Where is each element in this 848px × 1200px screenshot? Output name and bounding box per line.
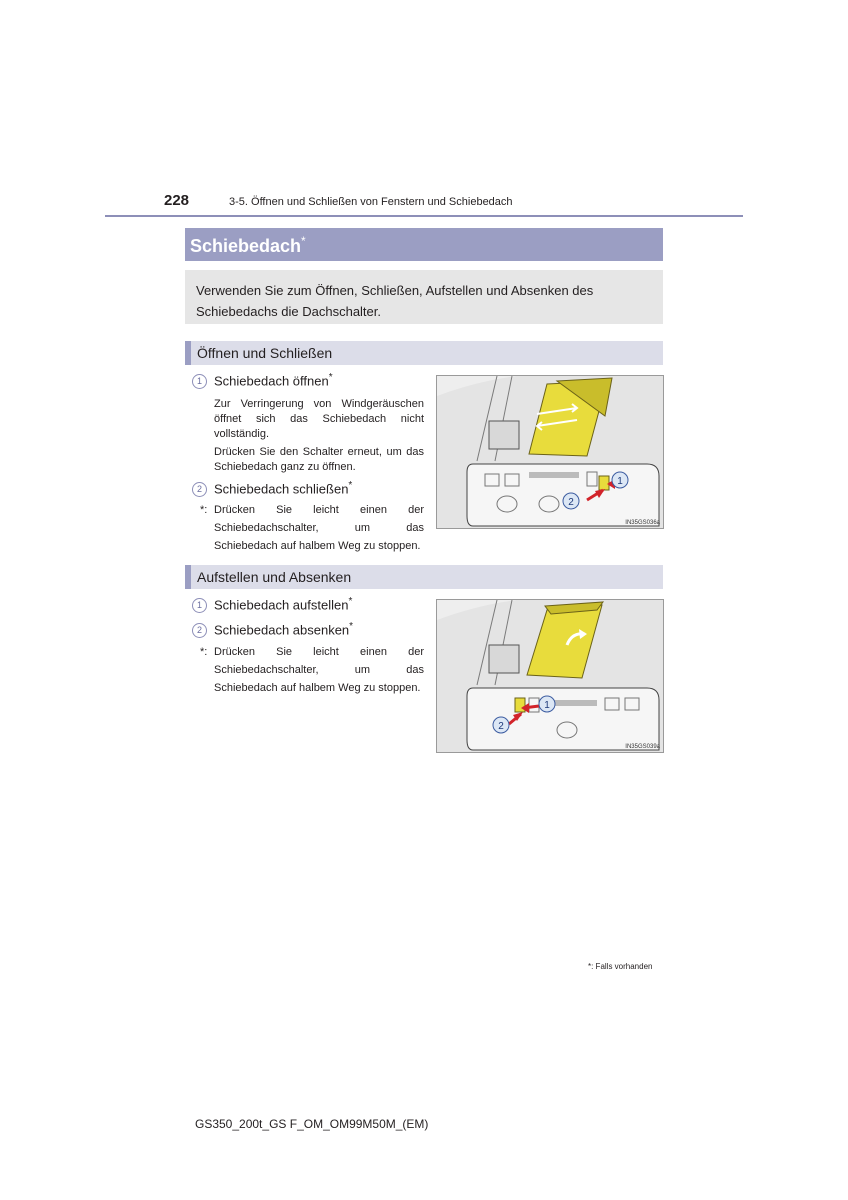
star-note-text: Drücken Sie leicht einen der Schiebedachschalter, um das Schiebedach auf halbem Weg zu stoppen. xyxy=(214,646,424,694)
star-note-mark: *: xyxy=(200,504,208,516)
chapter-title: 3-5. Öffnen und Schließen von Fenstern und Schiebedach xyxy=(229,196,513,208)
list-item-tilt-up xyxy=(192,596,352,613)
item-label: Schiebedach aufstellen xyxy=(214,597,349,613)
star-note-mark: *: xyxy=(200,646,208,658)
intro-text: Verwenden Sie zum Öffnen, Schließen, Aufstellen und Absenken des Schiebedachs die Dachschalter. xyxy=(196,283,594,319)
figure-callout-2: 2 xyxy=(568,497,574,508)
step-number: 1 xyxy=(192,374,207,389)
sunroof-open-illustration xyxy=(437,376,663,528)
item-star: * xyxy=(349,621,354,632)
step-number: 2 xyxy=(192,482,207,497)
star-note xyxy=(200,643,424,699)
subsection-heading: Aufstellen und Absenken xyxy=(197,569,352,585)
list-item-open xyxy=(192,372,333,389)
figure-open-close xyxy=(436,375,664,529)
section-title-text: Schiebedach xyxy=(190,236,302,256)
item-star: * xyxy=(348,596,353,607)
figure-code: IN35GS039a xyxy=(625,744,660,750)
section-title-star: * xyxy=(301,234,306,248)
subsection-open-close xyxy=(185,341,663,365)
figure-code: IN35GS036a xyxy=(625,520,660,526)
figure-tilt xyxy=(436,599,664,753)
list-item-close xyxy=(192,480,352,497)
item-star: * xyxy=(328,372,333,383)
subsection-heading: Öffnen und Schließen xyxy=(197,345,333,361)
subsection-tilt xyxy=(185,565,663,589)
figure-callout-1: 1 xyxy=(544,700,550,711)
list-item-tilt-down xyxy=(192,621,353,638)
page-number: 228 xyxy=(164,192,190,209)
step-number: 2 xyxy=(192,623,207,638)
header-rule xyxy=(105,215,743,217)
figure-callout-1: 1 xyxy=(617,476,623,487)
figure-callout-2: 2 xyxy=(498,721,504,732)
footnote: *: Falls vorhanden xyxy=(588,962,653,971)
item-label: Schiebedach schließen xyxy=(214,481,349,497)
intro-box xyxy=(185,270,663,324)
item-label: Schiebedach öffnen xyxy=(214,373,329,389)
subsection-accent xyxy=(185,341,191,365)
item-label: Schiebedach absenken xyxy=(214,622,350,638)
section-title xyxy=(190,234,306,257)
document-code: GS350_200t_GS F_OM_OM99M50M_(EM) xyxy=(195,1117,429,1131)
sunroof-tilt-illustration xyxy=(437,600,663,752)
section-title-bar xyxy=(185,228,663,261)
item-star: * xyxy=(348,480,353,491)
step-number: 1 xyxy=(192,598,207,613)
note-wind-noise: Zur Verringerung von Windgeräuschen öffnet sich das Schiebedach nicht vollständig. xyxy=(214,398,424,440)
star-note-text: Drücken Sie leicht einen der Schiebedachschalter, um das Schiebedach auf halbem Weg zu stoppen. xyxy=(214,504,424,552)
star-note xyxy=(200,501,424,557)
subsection-accent xyxy=(185,565,191,589)
note-press-again: Drücken Sie den Schalter erneut, um das Schiebedach ganz zu öffnen. xyxy=(214,446,424,473)
